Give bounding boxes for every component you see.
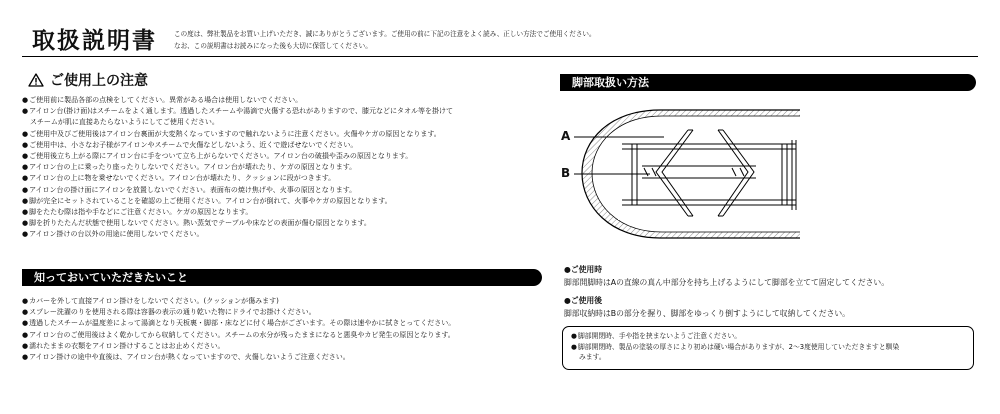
intro-text	[174, 28, 596, 52]
know-section-heading: 知っておいていただきたいこと	[22, 269, 542, 286]
bullet: ●	[22, 140, 29, 149]
bullet: ●	[22, 152, 29, 161]
ironing-board-leg-diagram	[560, 100, 800, 250]
list-item: ●ご使用中は、小さなお子様がアイロンやスチームで火傷などしないよう、近くで遊ばせないでください。	[22, 140, 358, 149]
store-text: 脚部収納時はBの部分を握り、脚部をゆっくり倒すようにして収納してください。	[564, 309, 850, 318]
intro-line-1: この度は、弊社製品をお買い上げいただき、誠にありがとうございます。ご使用の前に下記の注意をよく読み、正しい方法でご使用ください。	[174, 30, 596, 38]
bullet: ●	[22, 308, 29, 317]
list-item: ●カバーを外して直接アイロン掛けをしないでください。(クッションが傷みます)	[22, 297, 279, 305]
bullet: ●	[22, 107, 29, 116]
diagram-label-b: B	[561, 166, 571, 180]
list-item: ●ご使用後立ち上がる際にアイロン台に手をついて立ち上がらないでください。アイロン台の破損や歪みの原因となります。	[22, 152, 413, 161]
bullet: ●	[22, 330, 29, 339]
list-item: ●脚をたたむ際は指や手などにご注意ください。ケガの原因となります。	[22, 208, 253, 217]
bullet: ●	[22, 129, 29, 138]
bullet: ●	[22, 163, 29, 172]
store-heading: ●ご使用後	[564, 296, 602, 305]
bullet: ●	[22, 297, 29, 305]
bullet: ●	[22, 319, 29, 328]
list-item: ●アイロン台の上に物を乗せないでください。アイロン台が壊れたり、クッションに段がつきます。	[22, 174, 336, 183]
header-divider	[22, 56, 978, 57]
legs-section-heading: 脚部取扱い方法	[560, 74, 976, 91]
bullet: ●	[22, 208, 29, 217]
page-title: 取扱説明書	[32, 28, 157, 54]
list-item-continuation: スチームが肌に直接あたらないようにしてご使用ください。	[30, 118, 219, 127]
list-item: ●アイロン台の掛け面にアイロンを放置しないでください。表面布の焼け焦げや、火事の原因となります。	[22, 185, 357, 194]
bullet: ●	[571, 342, 577, 351]
bullet: ●	[22, 353, 29, 362]
list-item: ●濡れたままの衣類をアイロン掛けすることはお止めください。	[22, 341, 225, 350]
diagram-label-a: A	[561, 129, 571, 143]
use-text: 脚部開脚時はAの直線の真ん中部分を持ち上げるようにして脚部を立てて固定してください。	[564, 278, 890, 287]
list-item: ●ご使用中及びご使用後はアイロン台裏面が大変熱くなっていますので触れないように注意ください。火傷やケガの原因となります。	[22, 129, 441, 138]
bullet: ●	[22, 185, 29, 194]
know-list	[22, 296, 542, 363]
list-item: ●透過したスチームが温度差によって湯滴となり天板裏・脚部・床などに付く場合がございます。その際は速やかに拭きとってください。	[22, 319, 456, 328]
bullet: ●	[22, 341, 29, 350]
list-item: ●アイロン掛けの台以外の用途に使用しないでください。	[22, 230, 204, 239]
bullet: ●	[22, 219, 29, 228]
intro-line-2: なお、この説明書はお読みになった後も大切に保管してください。	[174, 42, 372, 50]
list-item: ●アイロン台のご使用後はよく乾かしてから収納してください。スチームの水分が残ったままになると悪臭やカビ発生の原因となります。	[22, 330, 455, 339]
list-item: ●脚を折りたたんだ状態で使用しないでください。熱い蒸気でテーブルや床などの表面が傷む原因となります。	[22, 219, 371, 228]
bullet: ●	[22, 96, 29, 104]
bullet: ●	[22, 230, 29, 239]
list-item: ●アイロン台の上に乗ったり座ったりしないでください。アイロン台が壊れたり、ケガの原因となります。	[22, 163, 357, 172]
legs-notice-box	[562, 326, 974, 370]
list-item: ●脚部開閉時、製品の塗装の厚さにより初めは硬い場合がありますが、2～3度使用していただきますと馴染	[571, 342, 900, 351]
list-item-continuation: みます。	[579, 353, 606, 361]
bullet: ●	[22, 196, 29, 205]
list-item: ●ご使用前に製品各部の点検をしてください。異常がある場合は使用しないでください。	[22, 96, 303, 104]
use-heading: ●ご使用時	[564, 265, 602, 274]
caution-heading-text: ご使用上の注意	[50, 73, 148, 89]
caution-list	[22, 95, 542, 241]
bullet: ●	[571, 332, 577, 340]
warning-triangle-icon	[28, 73, 44, 87]
list-item: ●スプレー洗濯のりを使用される際は容器の表示の通り乾いた物にドライでお掛けください。	[22, 308, 316, 317]
caution-heading	[28, 70, 148, 90]
list-item: ●脚部開閉時、手や指を挟まないようご注意ください。	[571, 332, 742, 340]
list-item: ●アイロン掛けの途中や直後は、アイロン台が熱くなっていますので、火傷しないようご注意ください。	[22, 353, 350, 362]
bullet: ●	[22, 174, 29, 183]
list-item: ●アイロン台(掛け面)はスチームをよく通します。透過したスチームや湯滴で火傷する恐れがありますので、膝元などにタオル等を掛けて	[22, 107, 453, 116]
list-item: ●脚が完全にセットされていることを確認の上ご使用ください。アイロン台が倒れて、火事やケガの原因となります。	[22, 196, 392, 205]
